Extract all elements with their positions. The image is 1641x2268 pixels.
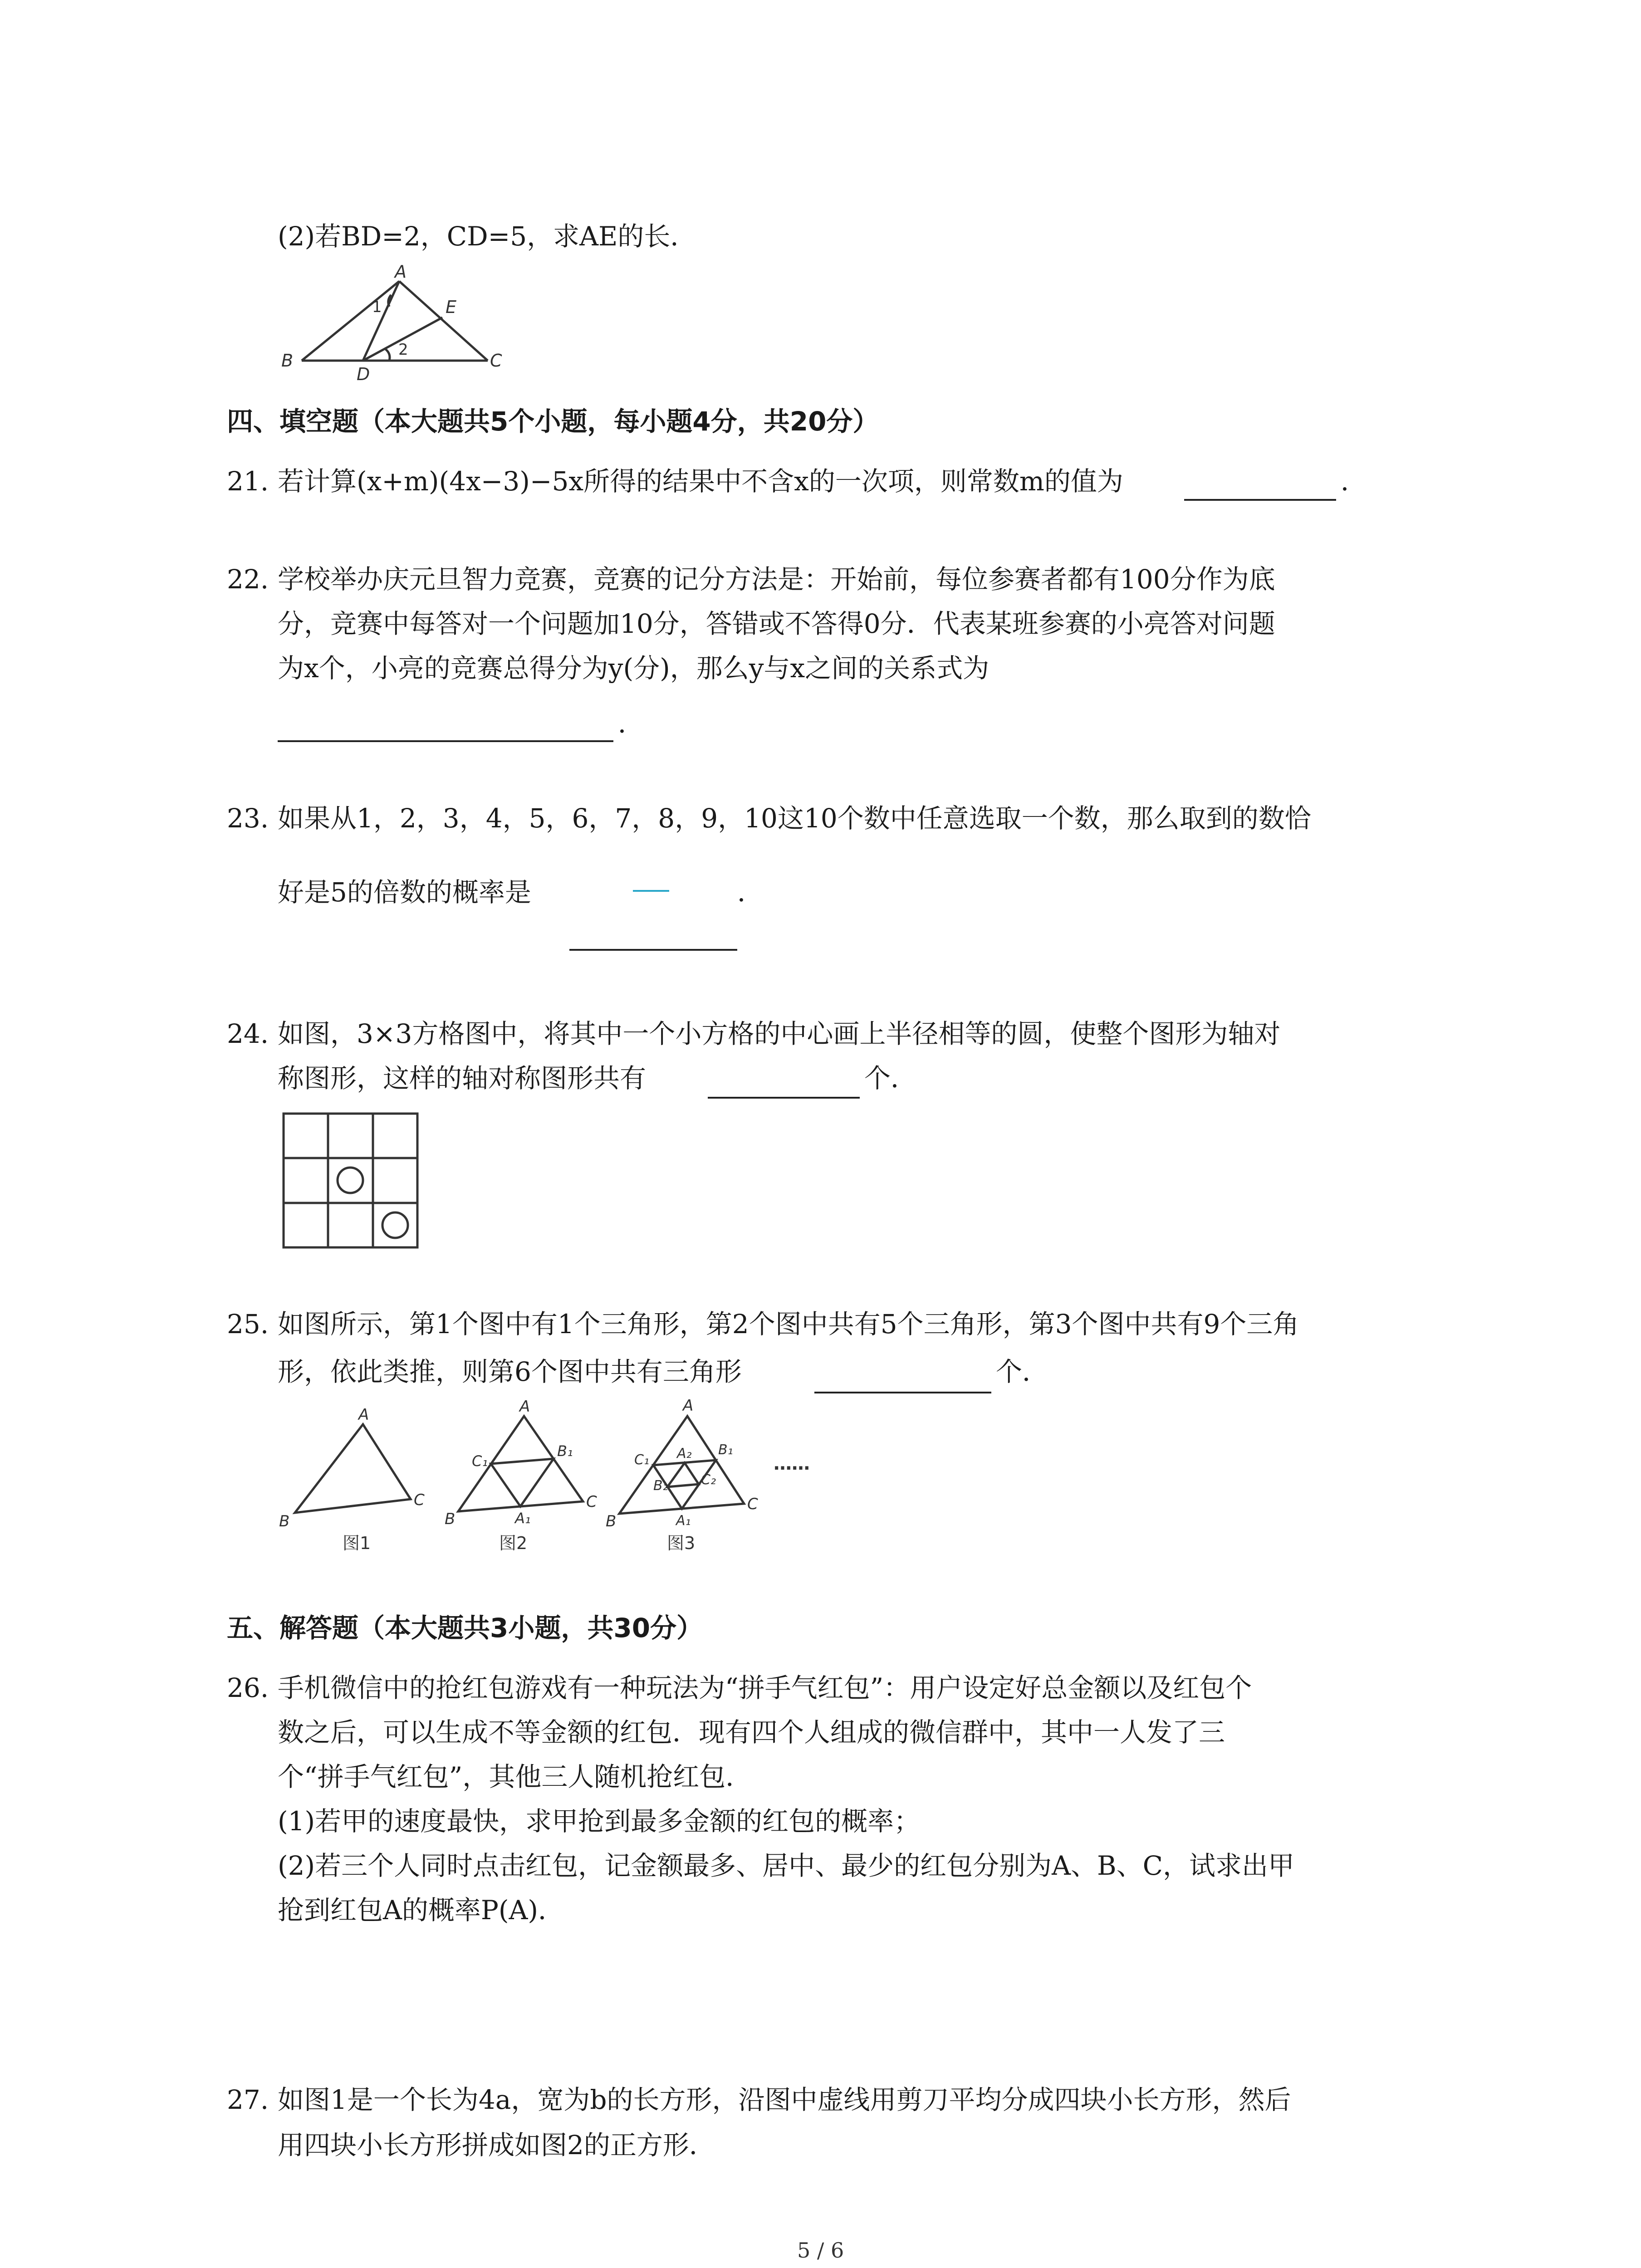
- fig1-label-b: B: [279, 1512, 290, 1530]
- q25-end: 个．: [996, 1356, 1049, 1387]
- q22-line2: 分，竞赛中每答对一个问题加10分，答错或不答得0分．代表某班参赛的小亮答对问题: [278, 608, 1275, 639]
- q24-end: 个．: [864, 1063, 917, 1094]
- q26-number: 26.: [227, 1672, 269, 1703]
- q26-line3: 个“拼手气红包”，其他三人随机抢红包．: [278, 1761, 752, 1792]
- q23-fraction-bar: [633, 890, 669, 892]
- fig20-label-d: D: [357, 364, 370, 384]
- q26-line1: 手机微信中的抢红包游戏有一种玩法为“拼手气红包”：用户设定好总金额以及红包个: [278, 1672, 1252, 1703]
- fig3-label-b: B: [606, 1512, 617, 1530]
- q25-line1: 如图所示，第1个图中有1个三角形，第2个图中共有5个三角形，第3个图中共有9个三角: [278, 1309, 1299, 1339]
- fig20-angle-1: 1: [372, 298, 382, 316]
- grid-circle-center: [338, 1168, 363, 1193]
- fig3-label-a: A: [683, 1397, 694, 1415]
- fig2-label-a1: A₁: [515, 1510, 531, 1527]
- section5-heading: 五、解答题（本大题共3小题，共30分）: [227, 1613, 703, 1643]
- q24-answer-blank: [708, 1097, 860, 1099]
- q24-line2: 称图形，这样的轴对称图形共有: [278, 1063, 647, 1094]
- fig3-label-c1: C₁: [634, 1452, 649, 1468]
- fig2-caption: 图2: [499, 1533, 528, 1553]
- q23-line2: 好是5的倍数的概率是: [278, 877, 531, 908]
- fig2-label-a: A: [519, 1398, 530, 1416]
- fig2-label-c1: C₁: [472, 1452, 488, 1470]
- q27-line1: 如图1是一个长为4a，宽为b的长方形，沿图中虚线用剪刀平均分成四块小长方形，然后: [278, 2084, 1291, 2115]
- q22-line1: 学校举办庆元旦智力竞赛，竞赛的记分方法是：开始前，每位参赛者都有100分作为底: [278, 564, 1275, 595]
- q25-number: 25.: [227, 1309, 269, 1339]
- fig2-label-c: C: [586, 1493, 597, 1511]
- fig3-label-b1: B₁: [718, 1442, 733, 1458]
- q21-text: 若计算(x+m)(4x−3)−5x所得的结果中不含x的一次项，则常数m的值为: [278, 466, 1123, 497]
- q20-part2: (2)若BD=2，CD=5，求AE的长．: [278, 221, 697, 252]
- fig2-label-b: B: [445, 1510, 456, 1528]
- fig1-label-a: A: [358, 1406, 369, 1424]
- q23-number: 23.: [227, 803, 269, 834]
- q23-line1: 如果从1，2，3，4，5，6，7，8，9，10这10个数中任意选取一个数，那么取到的数恰: [278, 803, 1311, 834]
- q24-line1: 如图，3×3方格图中，将其中一个小方格的中心画上半径相等的圆，使整个图形为轴对: [278, 1018, 1281, 1049]
- fig20-label-a: A: [395, 262, 407, 282]
- q23-end: ．: [737, 877, 764, 908]
- fig3-label-c: C: [747, 1495, 758, 1513]
- fig3-label-c2: C₂: [701, 1472, 716, 1488]
- q26-line6: 抢到红包A的概率P(A)．: [278, 1895, 565, 1926]
- fig20-label-b: B: [281, 351, 294, 371]
- q20-figure: [272, 259, 508, 384]
- fig20-angle-2: 2: [398, 341, 408, 359]
- q22-answer-blank: [278, 740, 613, 742]
- fig20-label-e: E: [446, 297, 457, 317]
- q25-line2: 形，依此类推，则第6个图中共有三角形: [278, 1356, 742, 1387]
- q21-end: ．: [1341, 466, 1367, 497]
- fig2-label-b1: B₁: [557, 1442, 573, 1460]
- fig1-label-c: C: [414, 1491, 425, 1509]
- q22-number: 22.: [227, 564, 269, 595]
- fig3-caption: 图3: [667, 1533, 696, 1553]
- q21-answer-blank: [1184, 499, 1336, 501]
- grid-circle-corner: [382, 1212, 408, 1238]
- fig-ellipsis: ……: [774, 1453, 810, 1474]
- fig1-caption: 图1: [343, 1533, 371, 1553]
- q26-line4: (1)若甲的速度最快，求甲抢到最多金额的红包的概率；: [278, 1806, 921, 1837]
- fig3-label-a1: A₁: [676, 1513, 691, 1529]
- q27-number: 27.: [227, 2084, 269, 2115]
- q26-line2: 数之后，可以生成不等金额的红包．现有四个人组成的微信群中，其中一人发了三: [278, 1717, 1225, 1748]
- q26-line5: (2)若三个人同时点击红包，记金额最多、居中、最少的红包分别为A、B、C，试求出甲: [278, 1850, 1295, 1881]
- q23-answer-blank: [569, 949, 737, 951]
- q22-line3: 为x个，小亮的竞赛总得分为y(分)，那么y与x之间的关系式为: [278, 653, 989, 684]
- q21-number: 21.: [227, 466, 269, 497]
- q25-answer-blank: [814, 1392, 991, 1393]
- fig20-label-c: C: [490, 351, 502, 371]
- q24-number: 24.: [227, 1018, 269, 1049]
- q25-triangles-figure: [272, 1397, 826, 1560]
- section4-heading: 四、填空题（本大题共5个小题，每小题4分，共20分）: [227, 406, 879, 437]
- q22-end: ．: [618, 708, 645, 739]
- q27-line2: 用四块小长方形拼成如图2的正方形．: [278, 2130, 715, 2160]
- page-number: 5 / 6: [797, 2238, 844, 2263]
- fig3-label-a2: A₂: [677, 1446, 692, 1461]
- fig3-label-b2: B₂: [653, 1478, 668, 1494]
- q24-grid-figure: [281, 1111, 422, 1252]
